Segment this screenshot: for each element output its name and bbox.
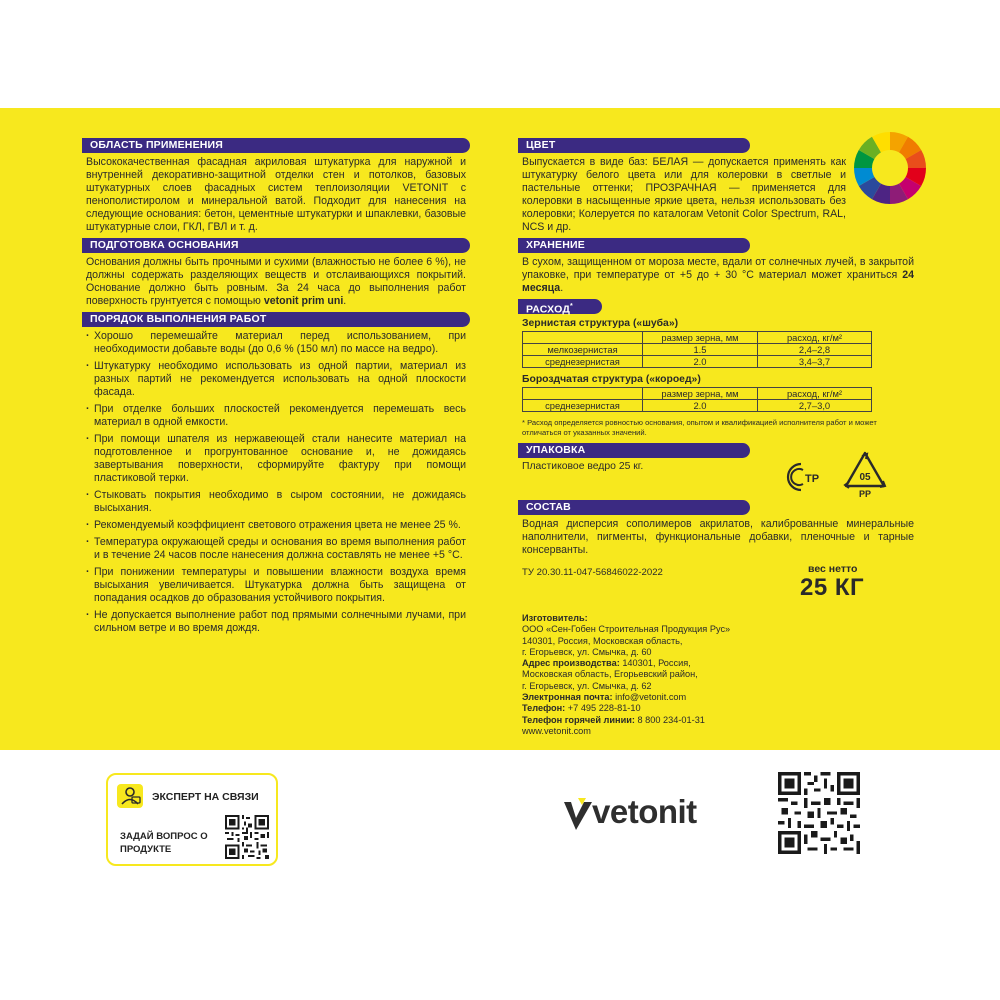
table-row: [523, 388, 872, 400]
svg-text:ТР: ТР: [805, 473, 820, 485]
net-weight-value: 25 КГ: [800, 574, 865, 601]
packaging-text: Пластиковое ведро 25 кг.: [522, 461, 644, 472]
table-cell: 1.5: [643, 344, 758, 356]
table-row: [523, 332, 872, 344]
list-item: · Температура окружающей среды и основания во время выполнения работ и в течение 24 часов после нанесения должна составлять не менее +5 °C.: [86, 536, 466, 562]
table-cell: [523, 332, 643, 344]
phone-number: +7 495 228-81-10: [565, 703, 641, 714]
composition-heading: СОСТАВ: [518, 500, 750, 515]
table-cell: 3,4–3,7: [758, 356, 872, 368]
svg-text:PP: PP: [858, 489, 872, 499]
expert-question: ЗАДАЙ ВОПРОС О ПРОДУКТЕ: [120, 831, 208, 855]
color-text: Выпускается в виде баз: БЕЛАЯ — допускается применять как штукатурку белого цвета или для колеровки в светлые и пастельные оттенки; ПРОЗРАЧНАЯ — применяется для колеровки в насыщенные яркие цвета, нельзя использовать без колеровки; Колеруется по каталогам Vetonit Color Spectrum, RAL, NCS и др.: [522, 156, 846, 233]
expert-title: ЭКСПЕРТ НА СВЯЗИ: [152, 791, 259, 803]
recycle-icon: [842, 450, 888, 500]
list-item: · Хорошо перемешайте материал перед использованием, при необходимости добавьте воды (до 0,6 % (150 мл) по массе на ведро).: [86, 330, 466, 356]
product-qr-code-icon[interactable]: [778, 772, 860, 854]
expert-qr-code-icon[interactable]: [225, 815, 269, 859]
list-item: · При помощи шпателя из нержавеющей стали нанесите материал на подготовленное и прогрунтованное основание и, не дожидаясь завертывания поверхности, сформируйте фактуру при помощи пластиковой терки.: [86, 433, 466, 485]
scope-text: Высококачественная фасадная акриловая штукатурка для наружной и внутренней декоративно-защитной отделки стен и потолков, базовых штукатурных слоев фасадных систем теплоизоляции VETONIT с пенополистиролом и минеральной ватой. Подходит для нанесения на следующие основания: бетон, цементные штукатурки и шпаклевки, базовые штукатурные слои, ГКЛ, ГВЛ и т. д.: [86, 156, 466, 233]
table-cell: 2.0: [643, 400, 758, 412]
prep-heading: ПОДГОТОВКА ОСНОВАНИЯ: [82, 238, 470, 253]
list-item: · Рекомендуемый коэффициент светового отражения цвета не менее 25 %.: [86, 519, 466, 532]
expert-contact-card: [106, 773, 278, 866]
eac-certification-icon: [780, 460, 820, 494]
storage-heading: ХРАНЕНИЕ: [518, 238, 750, 253]
website-link: www.vetonit.com: [522, 725, 591, 736]
storage-text: В сухом, защищенном от мороза месте, вдали от солнечных лучей, в закрытой упаковке, при температуре от +5 до + 30 °С материал может храниться 24 месяца.: [522, 256, 914, 294]
color-wheel-icon: [852, 130, 928, 206]
order-list: [82, 327, 470, 635]
list-item: · При отделке больших плоскостей рекомендуется перемешать весь материал в одной емкости.: [86, 403, 466, 429]
packaging-heading: УПАКОВКА: [518, 443, 750, 458]
left-column: [82, 138, 470, 639]
consumption-table-furrow: [522, 387, 872, 412]
manufacturer-info: Изготовитель: ООО «Сен-Гобен Строительная Продукция Рус» 140301, Россия, Московская область, г. Егорьевск, ул. Смычка, д. 60 Адрес производства: 140301, Россия, Московская область, Егорьевский район, г. Егорьевск, ул. Смычка, д. 62 Электронная почта: info@vetonit.com Телефон: +7 495 228-81-10 Телефон горячей линии: 8 800 234-01-31 www.vetonit.com: [518, 605, 918, 737]
prep-text: Основания должны быть прочными и сухими (влажностью не более 6 %), не должны содержать разделяющих веществ и отслаивающихся покрытий. Основание должно быть ровным. За 24 часа до выполнения работ поверхность грунтуется с помощью vetonit prim uni.: [86, 256, 466, 307]
table-cell: мелкозернистая: [523, 344, 643, 356]
table-title-furrow: Бороздчатая структура («короед»): [522, 374, 701, 385]
net-weight-label: вес нетто: [808, 563, 858, 575]
list-item: · При понижении температуры и повышении влажности воздуха время высыхания увеличивается. Штукатурка должна быть защищена от попадания осадков до образования устойчивого покрытия.: [86, 566, 466, 605]
packaging-row: [518, 458, 918, 500]
table-row: [523, 400, 872, 412]
table-row: [523, 344, 872, 356]
hotline-number: 8 800 234-01-31: [634, 714, 705, 725]
table-cell: 2,7–3,0: [758, 400, 872, 412]
consumption-note: * Расход определяется ровностью основания, опытом и квалификацией исполнителя работ и может отличаться от указанных значений.: [522, 418, 877, 437]
right-column: [518, 138, 918, 737]
vetonit-logo-mark-icon: [562, 796, 596, 832]
product-label: [0, 108, 1000, 750]
primer-name: vetonit prim uni: [263, 295, 344, 307]
support-agent-icon: [117, 784, 143, 808]
vetonit-logo: [560, 790, 740, 836]
table-cell: среднезернистая: [523, 400, 643, 412]
svg-text:05: 05: [859, 472, 871, 483]
table-cell: 2.0: [643, 356, 758, 368]
table-row: [523, 356, 872, 368]
consumption-heading: РАСХОД*: [518, 299, 602, 314]
table-title-grain: Зернистая структура («шуба»): [522, 318, 679, 329]
table-cell: размер зерна, мм: [643, 388, 758, 400]
email-link: info@vetonit.com: [612, 692, 687, 703]
list-item: · Штукатурку необходимо использовать из одной партии, материал из разных партий не рекомендуется использовать на одной плоскости фасада.: [86, 360, 466, 399]
composition-text: Водная дисперсия сополимеров акрилатов, калиброванные минеральные наполнители, пигменты, функциональные добавки, пленочные и тарные консерванты.: [522, 518, 914, 556]
table-cell: среднезернистая: [523, 356, 643, 368]
order-heading: ПОРЯДОК ВЫПОЛНЕНИЯ РАБОТ: [82, 312, 470, 327]
table-cell: размер зерна, мм: [643, 332, 758, 344]
color-heading: ЦВЕТ: [518, 138, 750, 153]
logo-wordmark: vetonit: [592, 793, 697, 830]
list-item: · Стыковать покрытия необходимо в сыром состоянии, не дожидаясь высыхания.: [86, 489, 466, 515]
storage-term: 24 месяца: [522, 269, 914, 294]
list-item: · Не допускается выполнение работ под прямыми солнечными лучами, при сильном ветре и во время дождя.: [86, 609, 466, 635]
tu-code: ТУ 20.30.11-047-56846022-2022: [522, 567, 663, 578]
table-cell: [523, 388, 643, 400]
table-cell: 2,4–2,8: [758, 344, 872, 356]
table-cell: расход, кг/м²: [758, 332, 872, 344]
consumption-table-grain: [522, 331, 872, 368]
scope-heading: ОБЛАСТЬ ПРИМЕНЕНИЯ: [82, 138, 470, 153]
table-cell: расход, кг/м²: [758, 388, 872, 400]
